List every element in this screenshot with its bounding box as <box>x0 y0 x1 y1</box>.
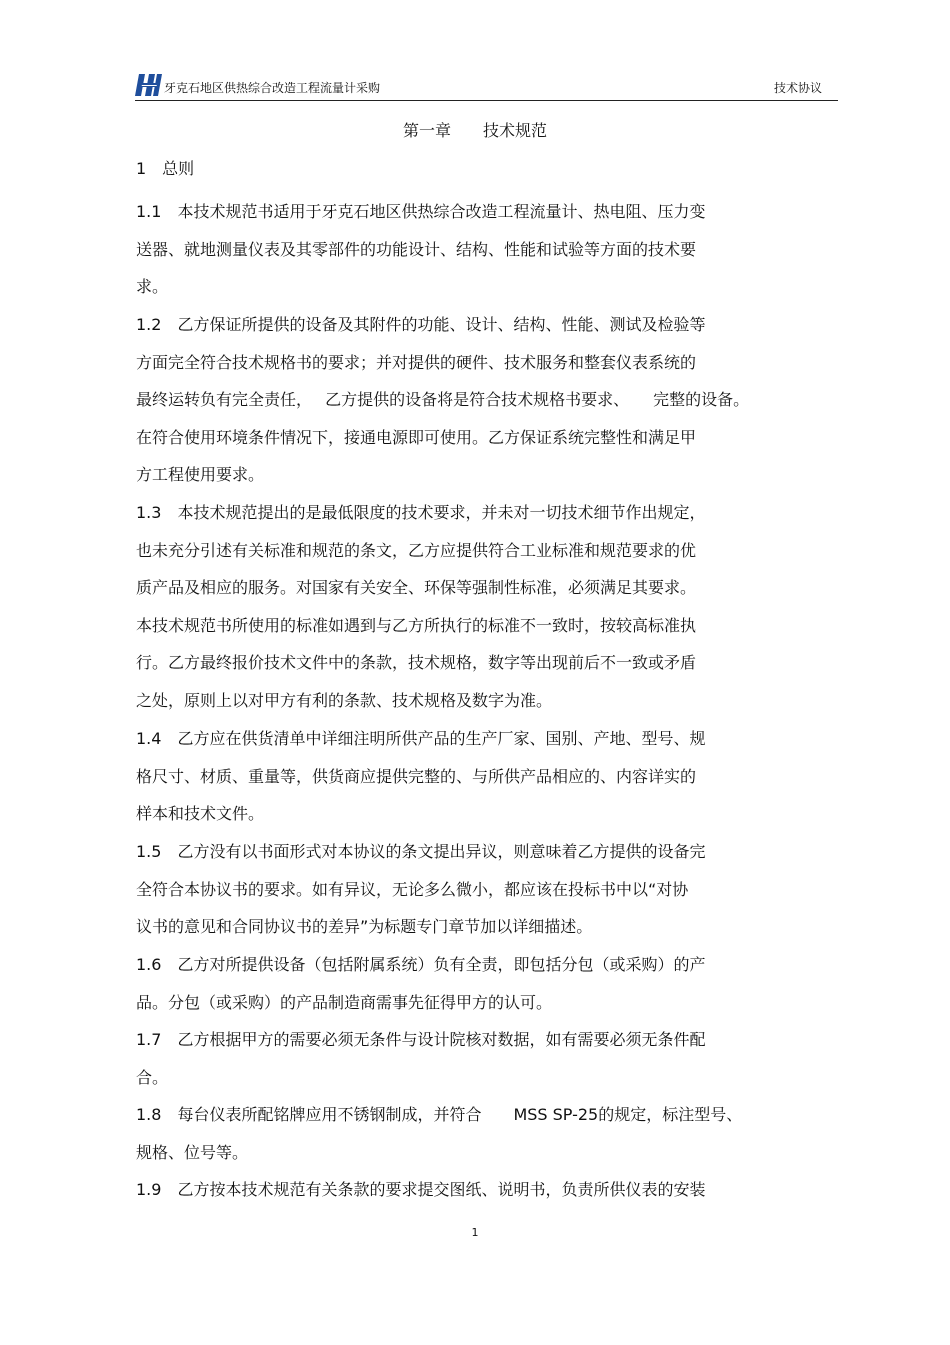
header-title: 牙克石地区供热综合改造工程流量计采购 <box>164 81 381 95</box>
paragraph-line: 行。乙方最终报价技术文件中的条款，技术规格，数字等出现前后不一致或矛盾 <box>136 653 697 673</box>
paragraph-2 <box>136 306 836 494</box>
section-title: 1 总则 <box>136 159 195 178</box>
paragraph-line: 求。 <box>136 277 169 297</box>
paragraph-line: 品。分包（或采购）的产品制造商需事先征得甲方的认可。 <box>136 992 553 1012</box>
paragraph-line: 最终运转负有完全责任， 乙方提供的设备将是符合技术规格书要求、 完整的设备。 <box>136 390 750 410</box>
paragraph-line: 1.9 乙方按本技术规范有关条款的要求提交图纸、说明书，负责所供仪表的安装 <box>136 1180 706 1199</box>
paragraph-9 <box>136 1171 836 1209</box>
paragraph-4 <box>136 720 836 833</box>
paragraph-line: 格尺寸、材质、重量等，供货商应提供完整的、与所供产品相应的、内容详实的 <box>136 766 697 786</box>
paragraph-line: 1.7 乙方根据甲方的需要必须无条件与设计院核对数据，如有需要必须无条件配 <box>136 1030 706 1049</box>
paragraph-line: 合。 <box>136 1067 169 1087</box>
paragraph-line: 方面完全符合技术规格书的要求；并对提供的硬件、技术服务和整套仪表系统的 <box>136 352 697 372</box>
paragraph-line: 在符合使用环境条件情况下，接通电源即可使用。乙方保证系统完整性和满足甲 <box>136 427 697 447</box>
paragraph-line: 质产品及相应的服务。对国家有关安全、环保等强制性标准，必须满足其要求。 <box>136 578 697 598</box>
paragraph-line: 1.6 乙方对所提供设备（包括附属系统）负有全责，即包括分包（或采购）的产 <box>136 955 706 974</box>
paragraph-line: 送器、就地测量仪表及其零部件的功能设计、结构、性能和试验等方面的技术要 <box>136 239 697 259</box>
paragraph-line: 议书的意见和合同协议书的差异”为标题专门章节加以详细描述。 <box>136 917 593 937</box>
page-number: 1 <box>471 1226 479 1239</box>
paragraph-line: 1.3 本技术规范提出的是最低限度的技术要求，并未对一切技术细节作出规定， <box>136 503 706 522</box>
paragraph-line: 1.2 乙方保证所提供的设备及其附件的功能、设计、结构、性能、测试及检验等 <box>136 315 706 334</box>
page-header <box>135 72 838 101</box>
paragraph-line: 样本和技术文件。 <box>136 804 265 824</box>
paragraph-7 <box>136 1021 836 1096</box>
paragraph-line: 也未充分引述有关标准和规范的条文，乙方应提供符合工业标准和规范要求的优 <box>136 540 697 560</box>
paragraph-1 <box>136 193 836 306</box>
paragraph-line: 全符合本协议书的要求。如有异议，无论多么微小，都应该在投标书中以“对协 <box>136 879 689 899</box>
paragraph-line: 1.8 每台仪表所配铭牌应用不锈钢制成，并符合 MSS SP-25的规定，标注型号、 <box>136 1105 743 1124</box>
paragraph-line: 之处，原则上以对甲方有利的条款、技术规格及数字为准。 <box>136 690 553 710</box>
chapter-title: 第一章 技术规范 <box>402 121 547 140</box>
paragraph-5 <box>136 833 836 946</box>
paragraph-6 <box>136 946 836 1021</box>
paragraph-line: 1.1 本技术规范书适用于牙克石地区供热综合改造工程流量计、热电阻、压力变 <box>136 202 706 221</box>
paragraph-line: 1.4 乙方应在供货清单中详细注明所供产品的生产厂家、国别、产地、型号、规 <box>136 729 706 748</box>
paragraph-3 <box>136 494 836 720</box>
paragraph-line: 规格、位号等。 <box>136 1142 249 1162</box>
paragraph-line: 方工程使用要求。 <box>136 465 265 485</box>
paragraph-line: 本技术规范书所使用的标准如遇到与乙方所执行的标准不一致时，按较高标准执 <box>136 615 697 635</box>
company-logo-icon <box>135 74 162 96</box>
header-doc-type: 技术协议 <box>773 81 822 95</box>
paragraph-8 <box>136 1096 836 1171</box>
paragraph-line: 1.5 乙方没有以书面形式对本协议的条文提出异议，则意味着乙方提供的设备完 <box>136 842 706 861</box>
